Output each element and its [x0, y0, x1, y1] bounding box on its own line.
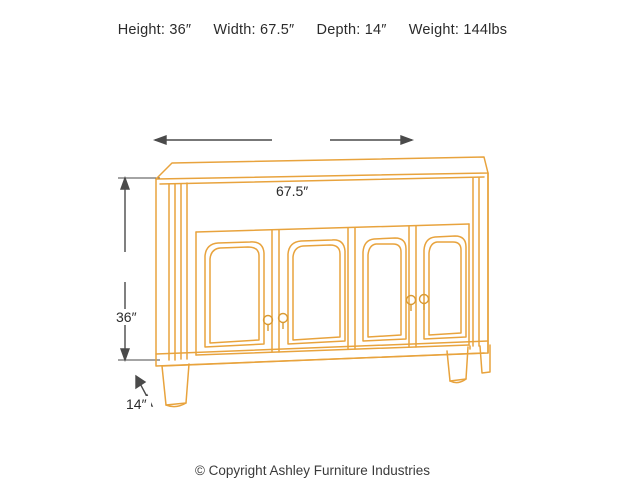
spec-depth: Depth: 14″: [316, 22, 387, 38]
cabinet-body: [156, 157, 490, 407]
spec-weight: Weight: 144lbs: [408, 22, 508, 38]
copyright-notice: © Copyright Ashley Furniture Industries: [194, 463, 431, 478]
spec-height: Height: 36″: [117, 22, 192, 38]
cabinet-drawing: [0, 60, 625, 450]
spec-width: Width: 67.5″: [213, 22, 295, 38]
width-dimension-label: 67.5″: [272, 183, 312, 199]
depth-dimension-label: 14″: [122, 396, 151, 412]
spec-summary: [0, 22, 625, 38]
height-dimension-label: 36″: [112, 309, 141, 325]
cabinet-svg: [0, 60, 625, 450]
